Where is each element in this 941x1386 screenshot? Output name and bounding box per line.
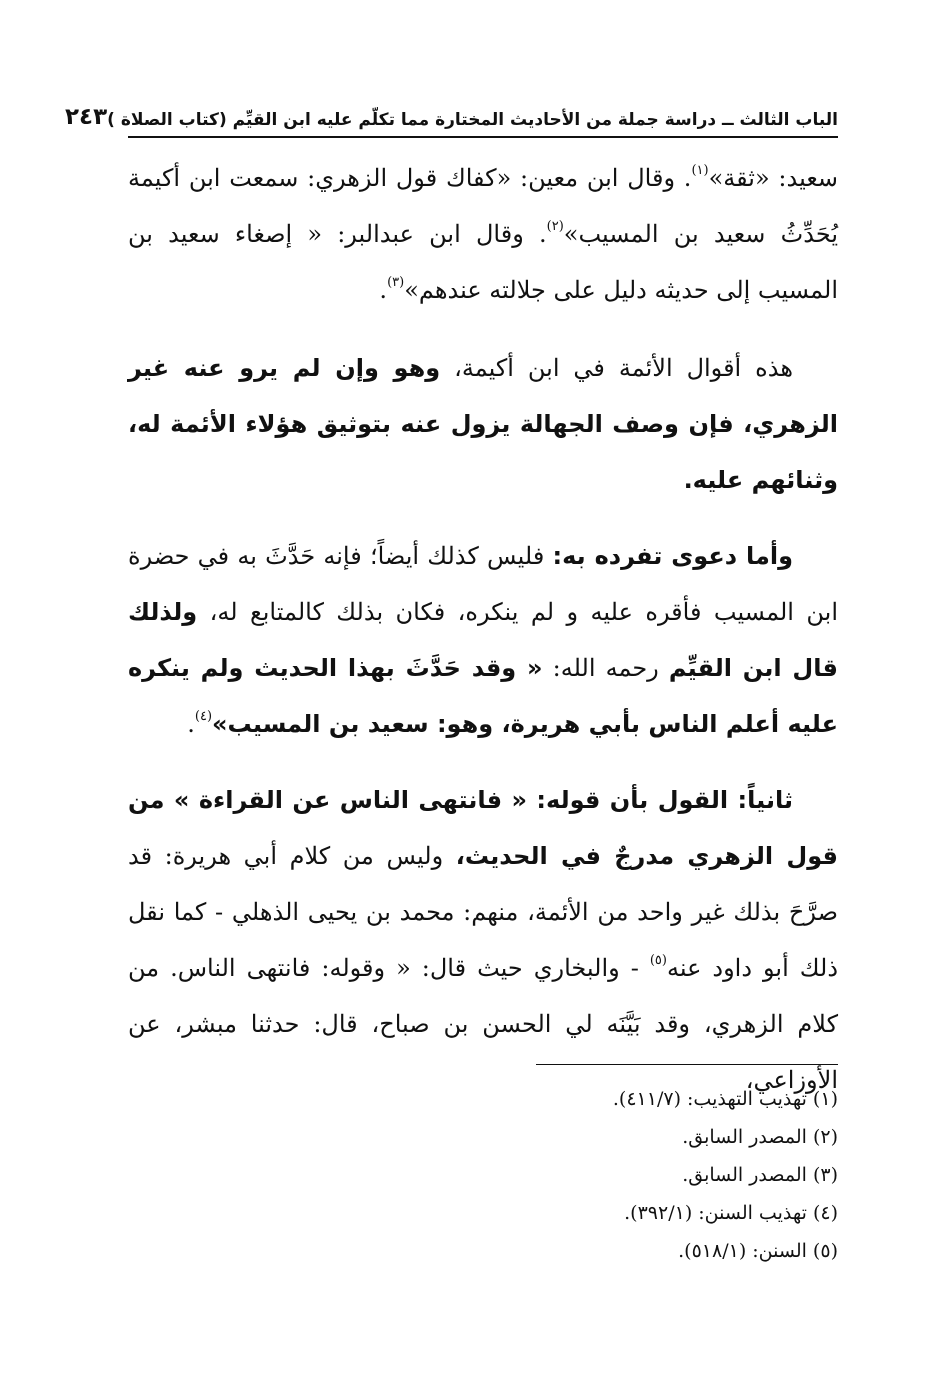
text-run: . وقال ابن معين: «كفاك قول الزهري: سمعت ابن أكيمة يُحَدِّثُ سعيد بن المسيب»	[128, 164, 838, 248]
running-title: الباب الثالث ــ دراسة جملة من الأحاديث المختارة مما تكلّم عليه ابن القيِّم (كتاب الصلاة )	[107, 110, 838, 130]
text-run: . وقال ابن عبدالبر: « إصغاء سعيد بن المسيب إلى حديثه دليل على جلالته عندهم»	[128, 220, 838, 304]
page-number: ٢٤٣	[65, 104, 108, 130]
footnote-ref-3: (٣)	[387, 275, 405, 290]
footnote-divider	[536, 1064, 838, 1065]
text-run: هذه أقوال الأئمة في ابن أكيمة،	[440, 354, 793, 382]
bold-quote: « وقد حَدَّثَ بهذا الحديث ولم ينكره عليه أعلم الناس بأبي هريرة، وهو: سعيد بن المسيب»	[128, 654, 838, 738]
bold-text-run: ولذلك قال ابن القيِّم	[128, 598, 838, 682]
paragraph-4	[128, 772, 838, 1108]
main-text	[128, 150, 838, 1108]
text-run: رحمه الله:	[542, 654, 669, 682]
page-header	[65, 94, 838, 130]
footnotes	[400, 1080, 838, 1270]
footnote-3: (٣) المصدر السابق.	[682, 1164, 838, 1186]
footnote-ref-1: (١)	[691, 163, 709, 178]
text-run: .	[187, 710, 195, 738]
text-run: وليس من كلام أبي هريرة: قد صرَّحَ بذلك غير واحد من الأئمة، منهم: محمد بن يحيى الذهلي - كما نقل ذلك أبو داود عنه	[128, 842, 839, 982]
header-divider	[128, 136, 838, 138]
bold-text-run: ثانياً: القول بأن قوله: « فانتهى الناس عن القراءة » من قول الزهري مدرجٌ في الحديث،	[128, 786, 838, 870]
footnote-ref-4: (٤)	[194, 709, 213, 724]
footnote-ref-5: (٥)	[649, 953, 667, 968]
paragraph-2	[128, 340, 838, 508]
bold-text-run: وهو وإن لم يرو عنه غير الزهري، فإن وصف الجهالة يزول عنه بتوثيق هؤلاء الأئمة له، وثنائهم عليه.	[128, 354, 838, 494]
footnote-1: (١) تهذيب التهذيب: (٤١١/٧).	[612, 1088, 838, 1110]
text-run: فليس كذلك أيضاً؛ فإنه حَدَّثَ به في حضرة ابن المسيب فأقره عليه و لم ينكره، فكان بذلك كالمتابع له،	[128, 542, 838, 626]
footnote-5: (٥) السنن: (٥١٨/١).	[678, 1240, 838, 1262]
text-run: .	[379, 276, 388, 304]
paragraph-1	[128, 150, 838, 318]
text-run: سعيد: «ثقة»	[708, 164, 839, 192]
footnote-4: (٤) تهذيب السنن: (٣٩٢/١).	[624, 1202, 838, 1224]
footnote-2: (٢) المصدر السابق.	[682, 1126, 838, 1148]
paragraph-3	[128, 528, 838, 752]
text-run: - والبخاري حيث قال: « وقوله: فانتهى الناس. من كلام الزهري، وقد بَيَّنَه لي الحسن بن صباح، قال: حدثنا مبشر، عن الأوزاعي،	[128, 954, 838, 1094]
footnote-ref-2: (٢)	[546, 219, 564, 234]
bold-text-run: وأما دعوى تفرده به:	[552, 542, 793, 570]
